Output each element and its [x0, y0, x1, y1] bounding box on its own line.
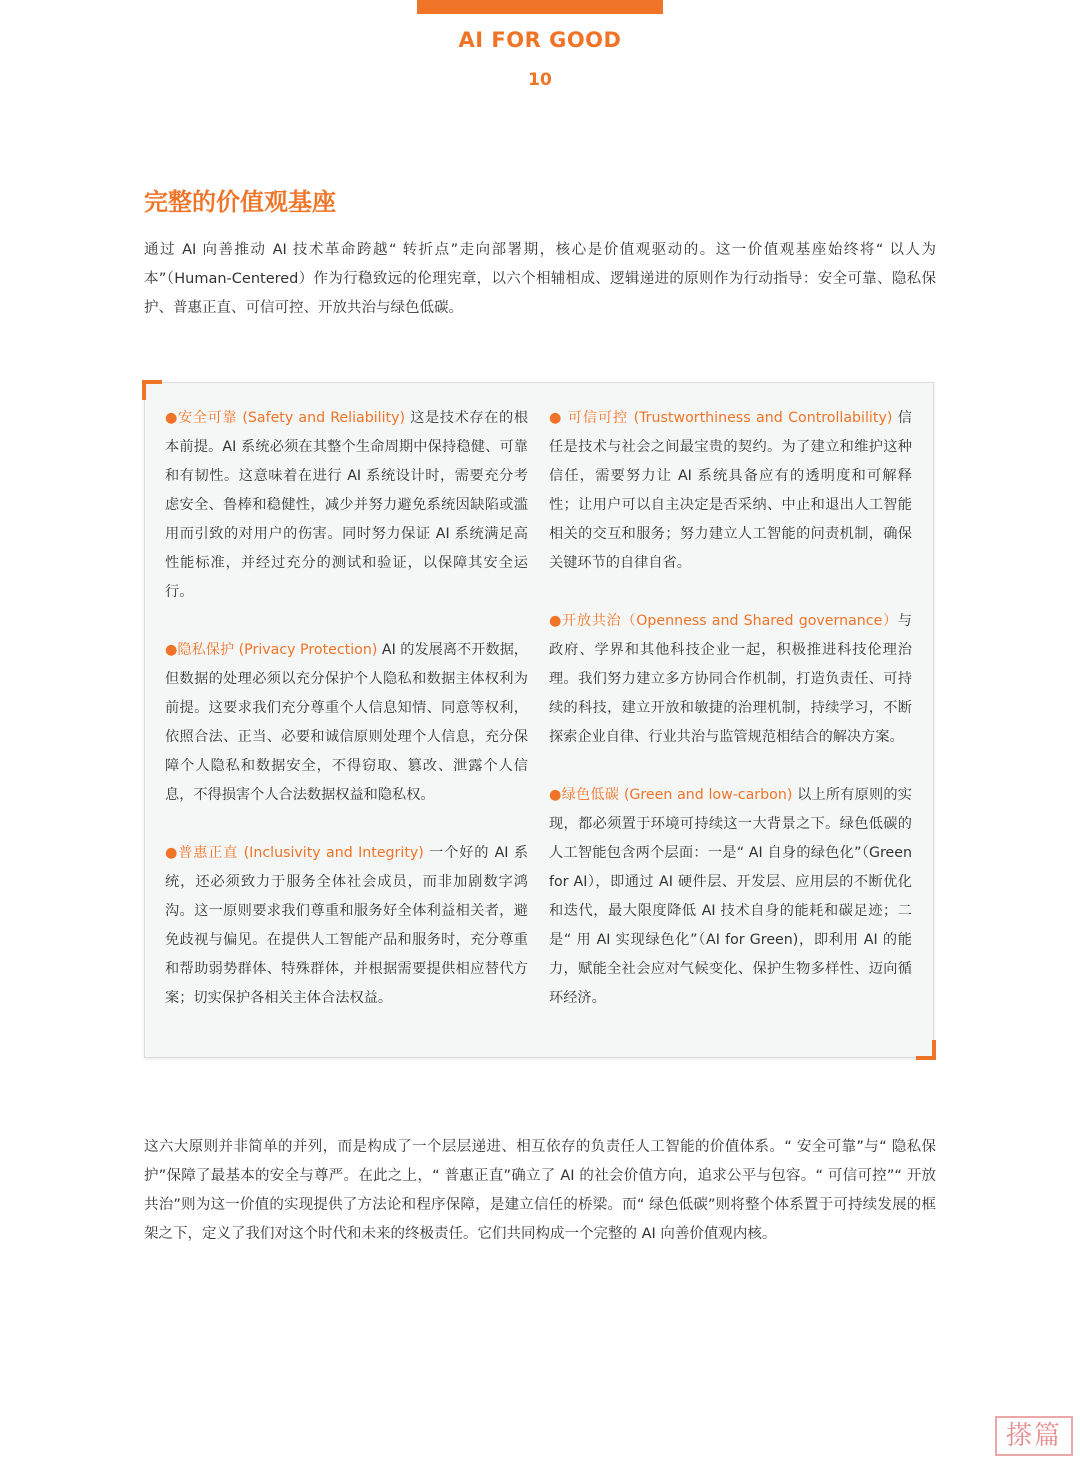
- principle-inclusivity: [165, 839, 528, 1013]
- principle-green-body: 以上所有原则的实现，都必须置于环境可持续这一大背景之下。绿色低碳的人工智能包含两个层面：一是“ AI 自身的绿色化”（Green for AI），即通过 AI 硬件层、开发层、应用层的不断优化和迭代，最大限度降低 AI 技术自身的能耗和碳足迹；二是“ 用 AI 实现绿色化”（AI for Green)，即利用 AI 的能力，赋能全社会应对气候变化、保护生物多样性、迈向循环经济。: [549, 787, 912, 1006]
- principle-privacy-body: AI 的发展离不开数据，但数据的处理必须以充分保护个人隐私和数据主体权利为前提。这要求我们充分尊重个人信息知情、同意等权利，依照合法、正当、必要和诚信原则处理个人信息，充分保障个人隐私和数据安全，不得窃取、篡改、泄露个人信息，不得损害个人合法数据权益和隐私权。: [165, 642, 528, 803]
- principle-trustworthiness-heading: ● 可信可控 (Trustworthiness and Controllability): [549, 410, 893, 426]
- principle-trustworthiness-body: 信任是技术与社会之间最宝贵的契约。为了建立和维护这种信任，需要努力让 AI 系统具备应有的透明度和可解释性；让用户可以自主决定是否采纳、中止和退出人工智能相关的交互和服务；努力建立人工智能的问责机制，确保关键环节的自律自省。: [549, 410, 912, 571]
- watermark-stamp: 搽篇: [995, 1416, 1073, 1456]
- principle-trustworthiness: [549, 404, 912, 578]
- page-number: 10: [528, 70, 552, 90]
- principles-column-right: [549, 404, 912, 1042]
- principle-privacy-heading: ●隐私保护 (Privacy Protection): [165, 642, 378, 658]
- principle-safety-heading: ●安全可靠 (Safety and Reliability): [165, 410, 406, 426]
- intro-paragraph: 通过 AI 向善推动 AI 技术革命跨越“ 转折点”走向部署期，核心是价值观驱动的。这一价值观基座始终将“ 以人为本”（Human-Centered）作为行稳致远的伦理宪章，以六个相辅相成、逻辑递进的原则作为行动指导：安全可靠、隐私保护、普惠正直、可信可控、开放共治与绿色低碳。: [144, 242, 936, 316]
- corner-bracket-top-left: [142, 380, 162, 400]
- principles-column-left: [165, 404, 528, 1042]
- conclusion-paragraph: 这六大原则并非简单的并列，而是构成了一个层层递进、相互依存的负责任人工智能的价值体系。“ 安全可靠”与“ 隐私保护”保障了最基本的安全与尊严。在此之上，“ 普惠正直”确立了 AI 的社会价值方向，追求公平与包容。“ 可信可控”“ 开放共治”则为这一价值的实现提供了方法论和程序保障，是建立信任的桥梁。而“ 绿色低碳”则将整个体系置于可持续发展的框架之下，定义了我们对这个时代和未来的终极责任。它们共同构成一个完整的 AI 向善价值观内核。: [144, 1139, 936, 1242]
- header-accent-bar: [417, 0, 663, 14]
- principle-green: [549, 781, 912, 1013]
- corner-bracket-bottom-right: [916, 1040, 936, 1060]
- principle-green-heading: ●绿色低碳 (Green and low-carbon): [549, 787, 793, 803]
- principle-safety: [165, 404, 528, 607]
- section-title: 完整的价值观基座: [144, 188, 336, 216]
- principle-openness-body: 与政府、学界和其他科技企业一起，积极推进科技伦理治理。我们努力建立多方协同合作机制，打造负责任、可持续的科技，建立开放和敏捷的治理机制，持续学习，不断探索企业自律、行业共治与监管规范相结合的解决方案。: [549, 613, 912, 745]
- principle-privacy: [165, 636, 528, 810]
- principle-safety-body: 这是技术存在的根本前提。AI 系统必须在其整个生命周期中保持稳健、可靠和有韧性。这意味着在进行 AI 系统设计时，需要充分考虑安全、鲁棒和稳健性，减少并努力避免系统因缺陷或滥用而引致的对用户的伤害。同时努力保证 AI 系统满足高性能标准，并经过充分的测试和验证，以保障其安全运行。: [165, 410, 529, 600]
- principle-openness: [549, 607, 912, 752]
- header-title: AI FOR GOOD: [458, 28, 622, 52]
- principle-inclusivity-heading: ●普惠正直 (Inclusivity and Integrity): [165, 845, 424, 861]
- principle-inclusivity-body: 一个好的 AI 系统，还必须致力于服务全体社会成员，而非加剧数字鸿沟。这一原则要求我们尊重和服务好全体利益相关者，避免歧视与偏见。在提供人工智能产品和服务时，充分尊重和帮助弱势群体、特殊群体，并根据需要提供相应替代方案；切实保护各相关主体合法权益。: [165, 845, 529, 1006]
- principle-openness-heading: ●开放共治（Openness and Shared governance）: [549, 613, 898, 629]
